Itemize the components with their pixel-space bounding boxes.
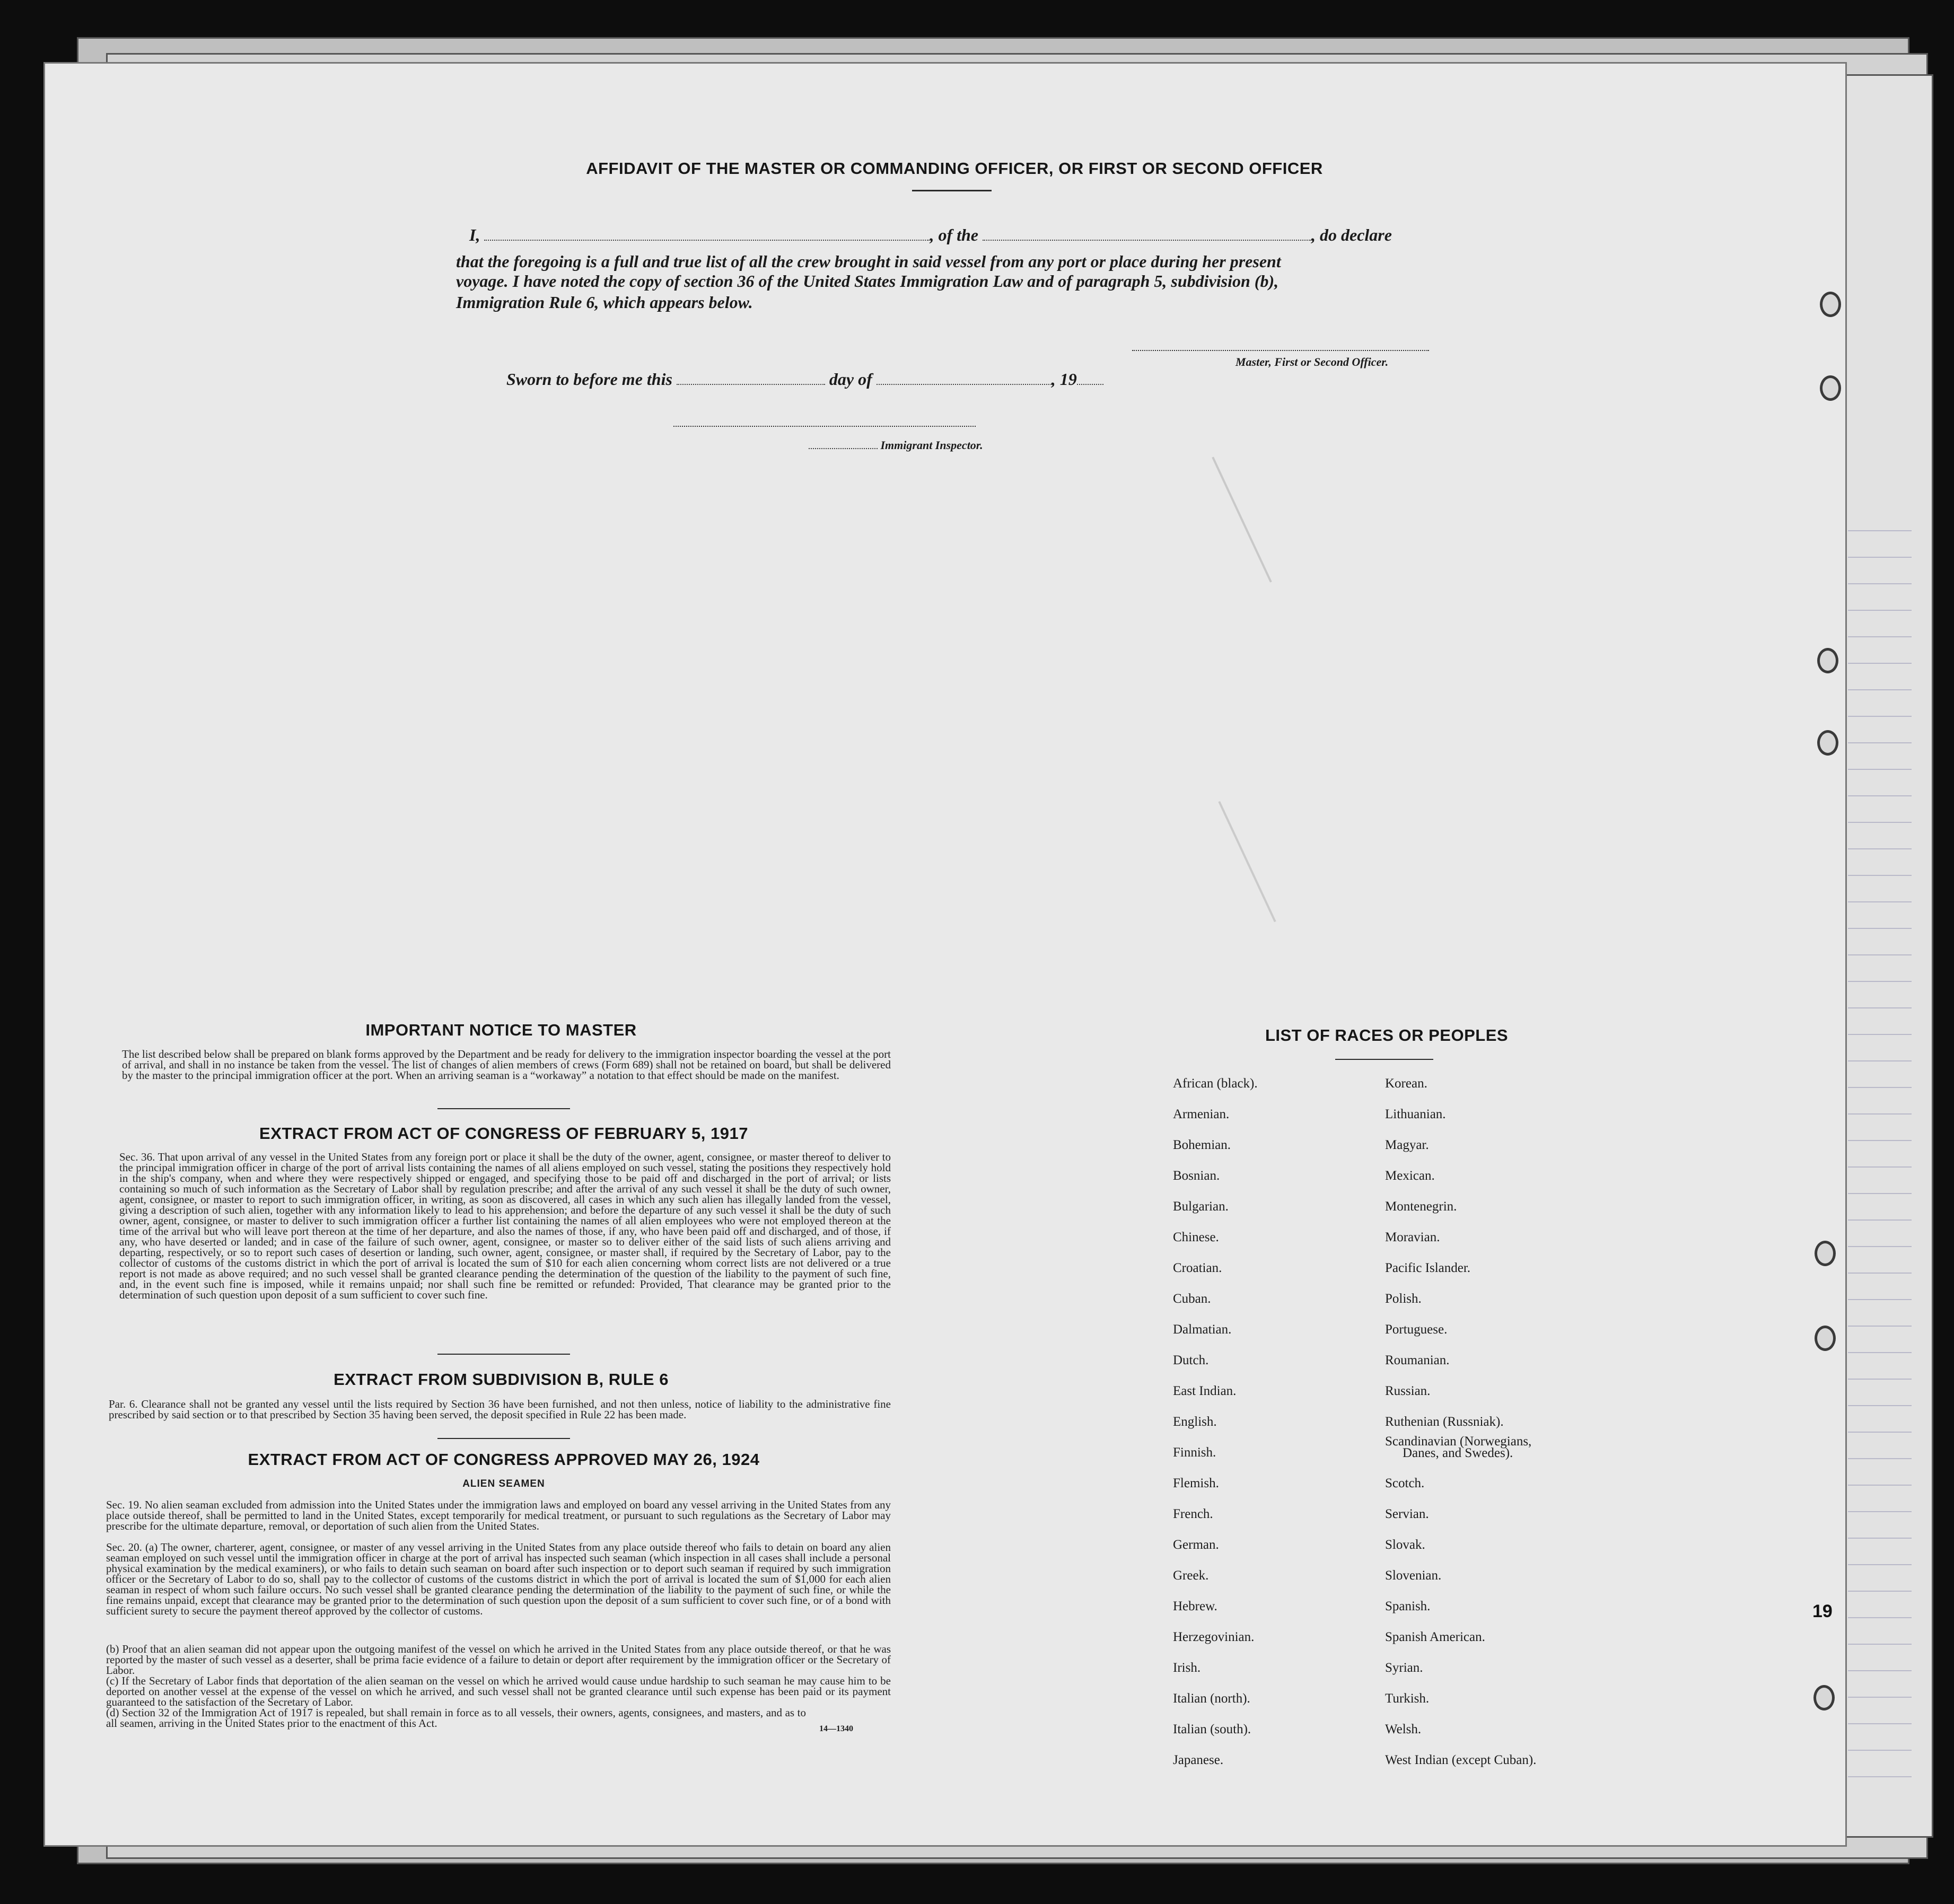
race-item: Scotch.	[1385, 1476, 1425, 1490]
race-item: Portuguese.	[1385, 1322, 1448, 1337]
race-item: Japanese.	[1173, 1753, 1224, 1767]
extract-1917-text: Sec. 36. That upon arrival of any vessel in the United States from any foreign port or place it shall be the duty of the owner, agent, consignee, or master thereof to deliver to the principal immigration officer in charge of the port of arrival lists containing the names of all aliens employed on such vessel, stating the positions they respectively hold in the ship's company, when and where they were respectively shipped or engaged, and specifying those to be paid off and discharged in the port of arrival; or lists containing so much of such information as the Secretary of Labor shall by regulation prescribe; and after the arrival of any such vessel it shall be the duty of such owner, agent, consignee, or master to report to such immigration officer, in writing, as soon as discovered, all cases in which any such alien has illegally landed from the vessel, giving a description of such alien, together with any information likely to lead to his apprehension; and before the departure of any such vessel it shall be the duty of such owner, agent, consignee, or master to deliver to such immigration officer a further list containing the names of all alien employees who were not employed thereon at the time of the arrival but who will leave port thereon at the time of her departure, and also the names of those, if any, who have been paid off and discharged, and of those, if any, who have deserted or landed; and in case of the failure of such owner, agent, consignee, or master so to deliver either of the said lists of such aliens arriving and departing, respectively, or so to report such cases of desertion or landing, such owner, agent, consignee, or master shall, if required by the Secretary of Labor, pay to the collector of customs of the customs district in which the port of arrival is located the sum of $10 for each alien concerning whom correct lists are not delivered or a true report is not made as above required; and no such vessel shall be granted clearance pending the determination of the question of the liability to the payment of such fine, and, in the event such fine is imposed, while it remains unpaid; nor shall such fine be remitted or refunded: Provided, That clearance may be granted prior to the determination of such question upon deposit of a sum sufficient to cover such fine.	[119, 1151, 891, 1301]
race-item: Italian (north).	[1173, 1691, 1250, 1706]
extract-rule6-text: Par. 6. Clearance shall not be granted any vessel until the lists required by Section 36 have been furnished, and not then unless, notice of liability to the administrative fine prescribed by said section or to that prescribed by Section 35 having been served, the deposit specified in Rule 22 has been made.	[109, 1398, 891, 1421]
affidavit-line-2: that the foregoing is a full and true list of all the crew brought in said vessel from any port or place during her present	[456, 252, 1281, 271]
race-item: Pacific Islander.	[1385, 1261, 1471, 1275]
race-item: Servian.	[1385, 1507, 1429, 1521]
race-item: Slovak.	[1385, 1538, 1425, 1552]
race-item: African (black).	[1173, 1076, 1258, 1091]
race-item: Magyar.	[1385, 1138, 1429, 1152]
race-item: Herzegovinian.	[1173, 1630, 1255, 1644]
race-item: Dutch.	[1173, 1353, 1209, 1367]
extract-1924-heading: EXTRACT FROM ACT OF CONGRESS APPROVED MAY 26, 1924	[248, 1450, 760, 1469]
race-item: Bulgarian.	[1173, 1199, 1229, 1214]
notice-rule	[437, 1108, 570, 1109]
race-item: French.	[1173, 1507, 1213, 1521]
punch-hole	[1815, 1326, 1836, 1351]
punch-hole	[1815, 1241, 1836, 1266]
extract-1917-rule	[437, 1354, 570, 1355]
extract-1924-sec20a: Sec. 20. (a) The owner, charterer, agent, consignee, or master of any vessel arriving in the United States from any place outside thereof who fails to detain on board any alien seaman employed on such vessel until the immigration officer in charge at the port of arrival has inspected such seaman (which inspection in all cases shall include a personal physical examination by the medical examiners), or who fails to detain such seaman on board after such inspection or to deport such seaman if required by such immigration officer or the Secretary of Labor to do so, shall pay to the collector of customs of the customs district in which the port of arrival is located the sum of $1,000 for each alien seaman in respect of whom such failure occurs. No such vessel shall be granted clearance pending the determination of the liability to the payment of such fine, or while the fine remains unpaid, except that clearance may be granted prior to the determination of such question upon the deposit of a sum sufficient to cover such fine, or of a bond with sufficient surety to secure the payment thereof approved by the collector of customs.	[106, 1541, 891, 1617]
race-item: English.	[1173, 1415, 1217, 1429]
extract-1924-sec19: Sec. 19. No alien seaman excluded from admission into the United States under the immigration laws and employed on board any vessel arriving in the United States from any place outside thereof, shall be permitted to land in the United States, except temporarily for medical treatment, or pursuant to such regulations as the Secretary of Labor may prescribe for the ultimate departure, removal, or deportation of such alien from the United States.	[106, 1498, 891, 1532]
race-item: West Indian (except Cuban).	[1385, 1753, 1537, 1767]
extract-1924-sec20b: (b) Proof that an alien seaman did not appear upon the outgoing manifest of the vessel on which he arrived in the United States from any place outside thereof, or that he was reported by the master of such vessel as a deserter, shall be prima facie evidence of a failure to detain or deport after requirement by the immigration officer or the Secretary of Labor.	[106, 1643, 891, 1677]
race-item: Italian (south).	[1173, 1722, 1251, 1736]
race-item: Chinese.	[1173, 1230, 1219, 1244]
signature-line[interactable]	[1132, 350, 1429, 351]
race-item: Spanish American.	[1385, 1630, 1485, 1644]
margin-stamp: 19	[1812, 1601, 1833, 1621]
extract-rule6-heading: EXTRACT FROM SUBDIVISION B, RULE 6	[334, 1370, 669, 1389]
punch-hole	[1817, 648, 1838, 673]
race-item: Welsh.	[1385, 1722, 1422, 1736]
vessel-blank[interactable]	[983, 228, 1311, 241]
race-item: Roumanian.	[1385, 1353, 1450, 1367]
race-item: East Indian.	[1173, 1384, 1237, 1398]
race-item: Ruthenian (Russniak).	[1385, 1415, 1504, 1429]
race-item: Korean.	[1385, 1076, 1427, 1091]
race-item: Bosnian.	[1173, 1169, 1220, 1183]
punch-hole	[1817, 730, 1838, 756]
race-item: Cuban.	[1173, 1292, 1211, 1306]
extract-1924-sec20c: (c) If the Secretary of Labor finds that deportation of the alien seaman on the vessel on which he arrived would cause undue hardship to such seaman he may cause him to be deported on another vessel at the expense of the vessel on which he arrived, and such vessel shall not be granted clearance until such expense has been paid or its payment guaranteed to the satisfaction of the Secretary of Labor.	[106, 1674, 891, 1708]
sworn-day-blank[interactable]	[677, 372, 825, 385]
affidavit-line-1: I, , of the , do declare	[469, 225, 1392, 244]
affidavit-line-3: voyage. I have noted the copy of section 36 of the United States Immigration Law and of paragraph 5, subdivision (b),	[456, 271, 1279, 291]
affidavit-line-4: Immigration Rule 6, which appears below.	[456, 293, 753, 312]
affidavit-heading: AFFIDAVIT OF THE MASTER OR COMMANDING OFFICER, OR FIRST OR SECOND OFFICER	[586, 159, 1323, 178]
sworn-line: Sworn to before me this day of , 19	[506, 370, 1103, 389]
name-blank[interactable]	[484, 228, 930, 241]
race-item: Russian.	[1385, 1384, 1431, 1398]
form-number: 14—1340	[819, 1724, 853, 1733]
race-item: Armenian.	[1173, 1107, 1230, 1121]
race-item: Mexican.	[1385, 1169, 1435, 1183]
races-heading: LIST OF RACES OR PEOPLES	[1265, 1026, 1509, 1045]
punch-hole	[1820, 375, 1841, 401]
inspector-label: Immigrant Inspector.	[809, 438, 983, 452]
sworn-month-blank[interactable]	[877, 372, 1052, 385]
extract-1917-heading: EXTRACT FROM ACT OF CONGRESS OF FEBRUARY 5, 1917	[259, 1124, 748, 1143]
race-item: Hebrew.	[1173, 1599, 1217, 1613]
notice-heading: IMPORTANT NOTICE TO MASTER	[365, 1021, 637, 1039]
race-item: Croatian.	[1173, 1261, 1222, 1275]
notice-text: The list described below shall be prepared on blank forms approved by the Department and be ready for delivery to the immigration inspector boarding the vessel at the port of arrival, and shall in no instance be taken from the vessel. The list of changes of alien members of crews (Form 689) shall not be retained on board, but shall be delivered by the master to the principal immigration officer at the port. When an arriving seaman is a “workaway” a notation to that effect should be made on the manifest.	[122, 1048, 891, 1082]
punch-hole	[1820, 292, 1841, 317]
extract-1924-sec20d: (d) Section 32 of the Immigration Act of 1917 is repealed, but shall remain in force as to all vessels, their owners, agents, consignees, and masters, and as to all seamen, arriving in the United States prior to the enactment of this Act.	[106, 1706, 806, 1730]
race-item: Dalmatian.	[1173, 1322, 1232, 1337]
race-item-continuation: Danes, and Swedes).	[1403, 1446, 1513, 1460]
race-item: Irish.	[1173, 1661, 1201, 1675]
race-item: Lithuanian.	[1385, 1107, 1446, 1121]
race-item: Greek.	[1173, 1568, 1209, 1583]
signature-label: Master, First or Second Officer.	[1236, 355, 1389, 368]
sworn-year-blank[interactable]	[1077, 372, 1103, 385]
race-item: Montenegrin.	[1385, 1199, 1457, 1214]
affidavit-heading-rule	[912, 190, 992, 191]
race-item: Syrian.	[1385, 1661, 1423, 1675]
races-heading-rule	[1335, 1059, 1433, 1060]
race-item: Scandinavian (Norwegians,	[1385, 1434, 1532, 1449]
race-item: German.	[1173, 1538, 1219, 1552]
extract-rule6-rule	[437, 1438, 570, 1439]
race-item: Finnish.	[1173, 1445, 1216, 1460]
race-item: Slovenian.	[1385, 1568, 1442, 1583]
race-item: Turkish.	[1385, 1691, 1430, 1706]
race-item: Spanish.	[1385, 1599, 1431, 1613]
race-item: Polish.	[1385, 1292, 1422, 1306]
extract-1924-subheading: ALIEN SEAMEN	[462, 1478, 545, 1489]
inspector-signature-line[interactable]	[673, 426, 976, 427]
race-item: Flemish.	[1173, 1476, 1219, 1490]
punch-hole	[1813, 1685, 1835, 1710]
race-item: Moravian.	[1385, 1230, 1440, 1244]
race-item: Bohemian.	[1173, 1138, 1231, 1152]
